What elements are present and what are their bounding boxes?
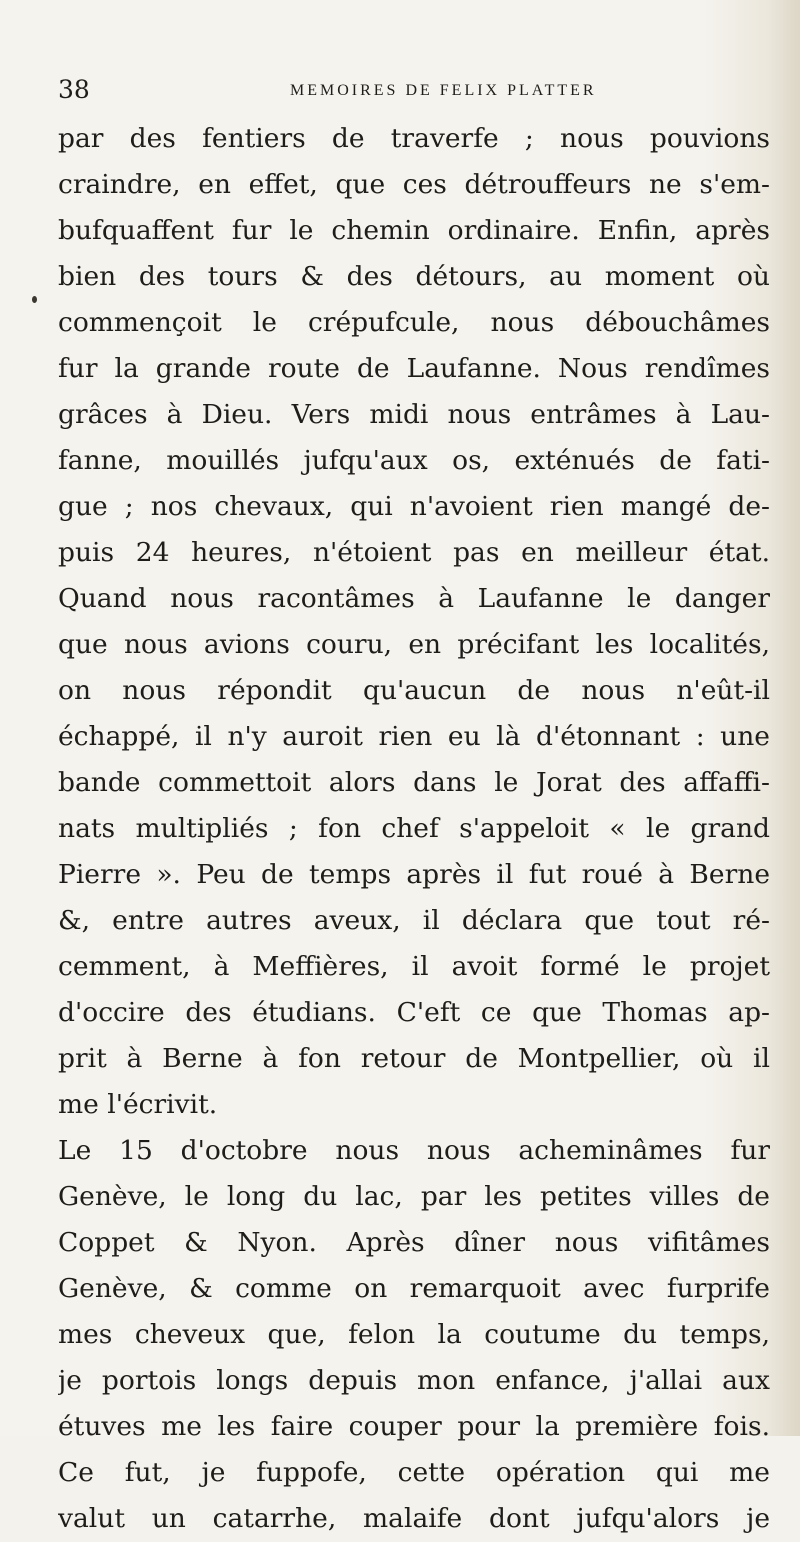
text-line: cemment, à Meffières, il avoit formé le projet — [58, 951, 770, 982]
page-header — [58, 75, 758, 115]
text-line: Pierre ». Peu de temps après il fut roué à Berne — [58, 859, 770, 890]
body-text — [58, 116, 770, 1542]
text-line: me l'écrivit. — [58, 1089, 218, 1120]
text-line: valut un catarrhe, malaife dont jufqu'alors je — [58, 1503, 770, 1534]
text-line: mes cheveux que, felon la coutume du temps, — [58, 1319, 770, 1350]
text-line: échappé, il n'y auroit rien eu là d'étonnant : une — [58, 721, 770, 752]
text-line: d'occire des étudians. C'eft ce que Thomas ap- — [58, 997, 770, 1028]
text-line: bien des tours & des détours, au moment où — [58, 261, 770, 292]
text-line: prit à Berne à fon retour de Montpellier, où il — [58, 1043, 770, 1074]
text-line: &, entre autres aveux, il déclara que tout ré- — [58, 905, 770, 936]
text-line: craindre, en effet, que ces détrouffeurs ne s'em- — [58, 169, 770, 200]
running-title: MEMOIRES DE FELIX PLATTER — [290, 82, 597, 99]
text-line: que nous avions couru, en précifant les localités, — [58, 629, 770, 660]
text-line: fur la grande route de Laufanne. Nous rendîmes — [58, 353, 770, 384]
text-line: bande commettoit alors dans le Jorat des affaffi- — [58, 767, 770, 798]
text-line: Genève, le long du lac, par les petites villes de — [58, 1181, 770, 1212]
text-line: commençoit le crépufcule, nous débouchâmes — [58, 307, 770, 338]
text-line: gue ; nos chevaux, qui n'avoient rien mangé de- — [58, 491, 770, 522]
text-line: Coppet & Nyon. Après dîner nous vifitâmes — [58, 1227, 770, 1258]
text-line: on nous répondit qu'aucun de nous n'eût-il — [58, 675, 770, 706]
page-number: 38 — [58, 75, 90, 104]
text-line: je portois longs depuis mon enfance, j'allai aux — [58, 1365, 770, 1396]
text-line: par des fentiers de traverfe ; nous pouvions — [58, 123, 770, 154]
text-line: fanne, mouillés jufqu'aux os, exténués de fati- — [58, 445, 770, 476]
margin-mark-icon — [32, 296, 37, 303]
text-line: grâces à Dieu. Vers midi nous entrâmes à Lau- — [58, 399, 770, 430]
text-line: Genève, & comme on remarquoit avec furprife — [58, 1273, 770, 1304]
text-line: Ce fut, je fuppofe, cette opération qui me — [58, 1457, 770, 1488]
text-line: étuves me les faire couper pour la première fois. — [58, 1411, 770, 1442]
text-line: nats multipliés ; fon chef s'appeloit « le grand — [58, 813, 770, 844]
text-line: bufquaffent fur le chemin ordinaire. Enfin, après — [58, 215, 770, 246]
text-line: Quand nous racontâmes à Laufanne le danger — [58, 583, 770, 614]
text-line: Le 15 d'octobre nous nous acheminâmes fur — [58, 1135, 770, 1166]
text-line: puis 24 heures, n'étoient pas en meilleur état. — [58, 537, 770, 568]
